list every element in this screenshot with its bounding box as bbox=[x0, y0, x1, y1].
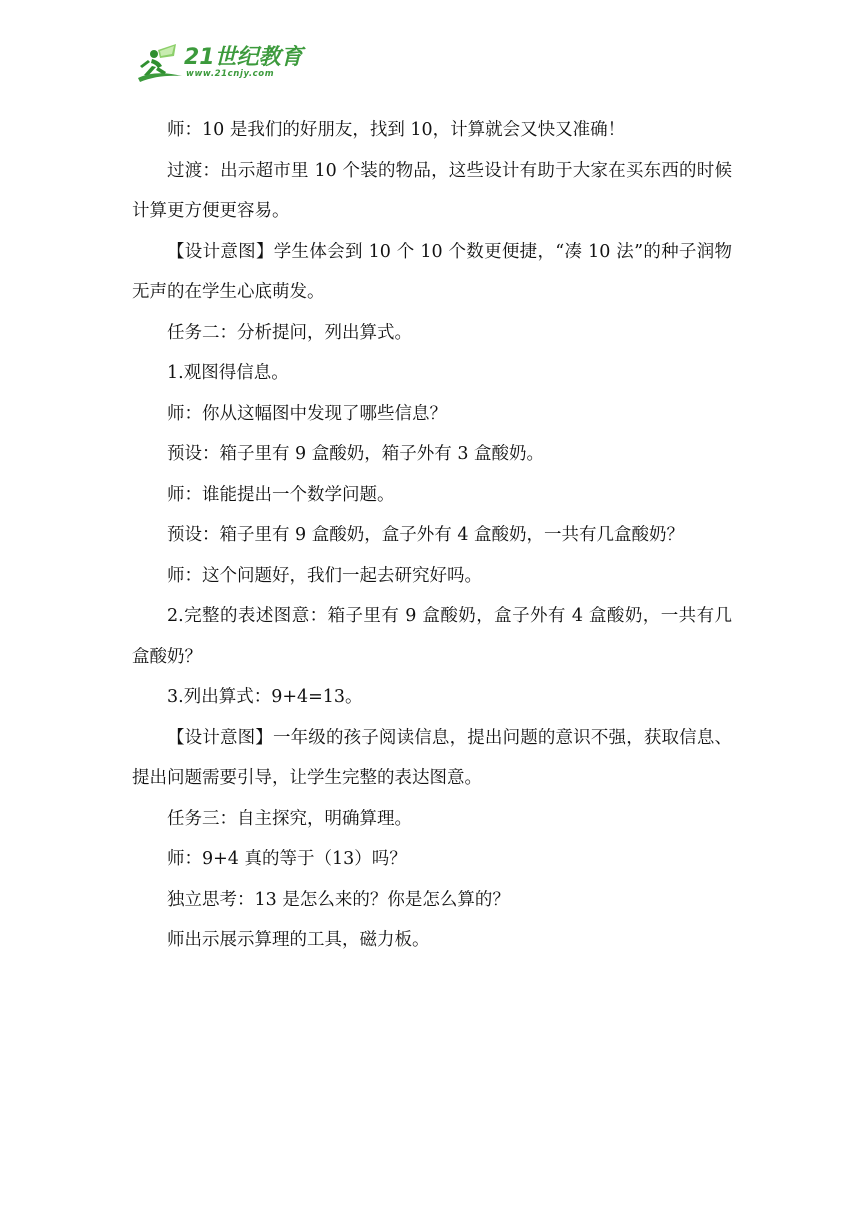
paragraph-step-2: 2.完整的表述图意：箱子里有 9 盒酸奶，盒子外有 4 盒酸奶，一共有几盒酸奶？ bbox=[132, 606, 732, 667]
paragraph-teacher-question: 师：你从这幅图中发现了哪些信息？ bbox=[167, 403, 447, 424]
site-logo[interactable] bbox=[136, 42, 308, 84]
paragraph-teacher-ten: 师：10 是我们的好朋友，找到 10，计算就会又快又准确！ bbox=[167, 120, 626, 140]
paragraph-teacher-good: 师：这个问题好，我们一起去研究好吗。 bbox=[167, 565, 482, 586]
logo-url: www.21cnjy.com bbox=[186, 69, 275, 79]
logo-wordmark: 21世纪教育 bbox=[184, 45, 303, 70]
paragraph-step-3: 3.列出算式：9+4=13。 bbox=[167, 687, 363, 707]
lesson-plan-body bbox=[132, 110, 732, 961]
paragraph-teacher-ask: 师：谁能提出一个数学问题。 bbox=[167, 484, 395, 505]
paragraph-preset-2: 预设：箱子里有 9 盒酸奶，盒子外有 4 盒酸奶，一共有几盒酸奶？ bbox=[167, 525, 685, 545]
paragraph-transition: 过渡：出示超市里 10 个装的物品，这些设计有助于大家在买东西的时候计算更方便更容易。 bbox=[132, 160, 732, 221]
paragraph-magnet-board: 师出示展示算理的工具，磁力板。 bbox=[167, 930, 430, 950]
paragraph-think: 独立思考：13 是怎么来的？你是怎么算的？ bbox=[167, 889, 510, 910]
paragraph-task-three: 任务三：自主探究，明确算理。 bbox=[167, 808, 412, 829]
paragraph-design-intent-2: 【设计意图】一年级的孩子阅读信息，提出问题的意识不强，获取信息、提出问题需要引导，让学生完整的表达图意。 bbox=[132, 727, 732, 788]
paragraph-step-1: 1.观图得信息。 bbox=[167, 363, 289, 383]
runner-icon bbox=[136, 42, 184, 84]
paragraph-teacher-check: 师：9+4 真的等于（13）吗？ bbox=[167, 849, 407, 869]
paragraph-preset-1: 预设：箱子里有 9 盒酸奶，箱子外有 3 盒酸奶。 bbox=[167, 444, 545, 464]
paragraph-task-two: 任务二：分析提问，列出算式。 bbox=[167, 322, 412, 343]
paragraph-design-intent-1: 【设计意图】学生体会到 10 个 10 个数更便捷，“凑 10 法”的种子润物无声的在学生心底萌发。 bbox=[132, 241, 732, 302]
